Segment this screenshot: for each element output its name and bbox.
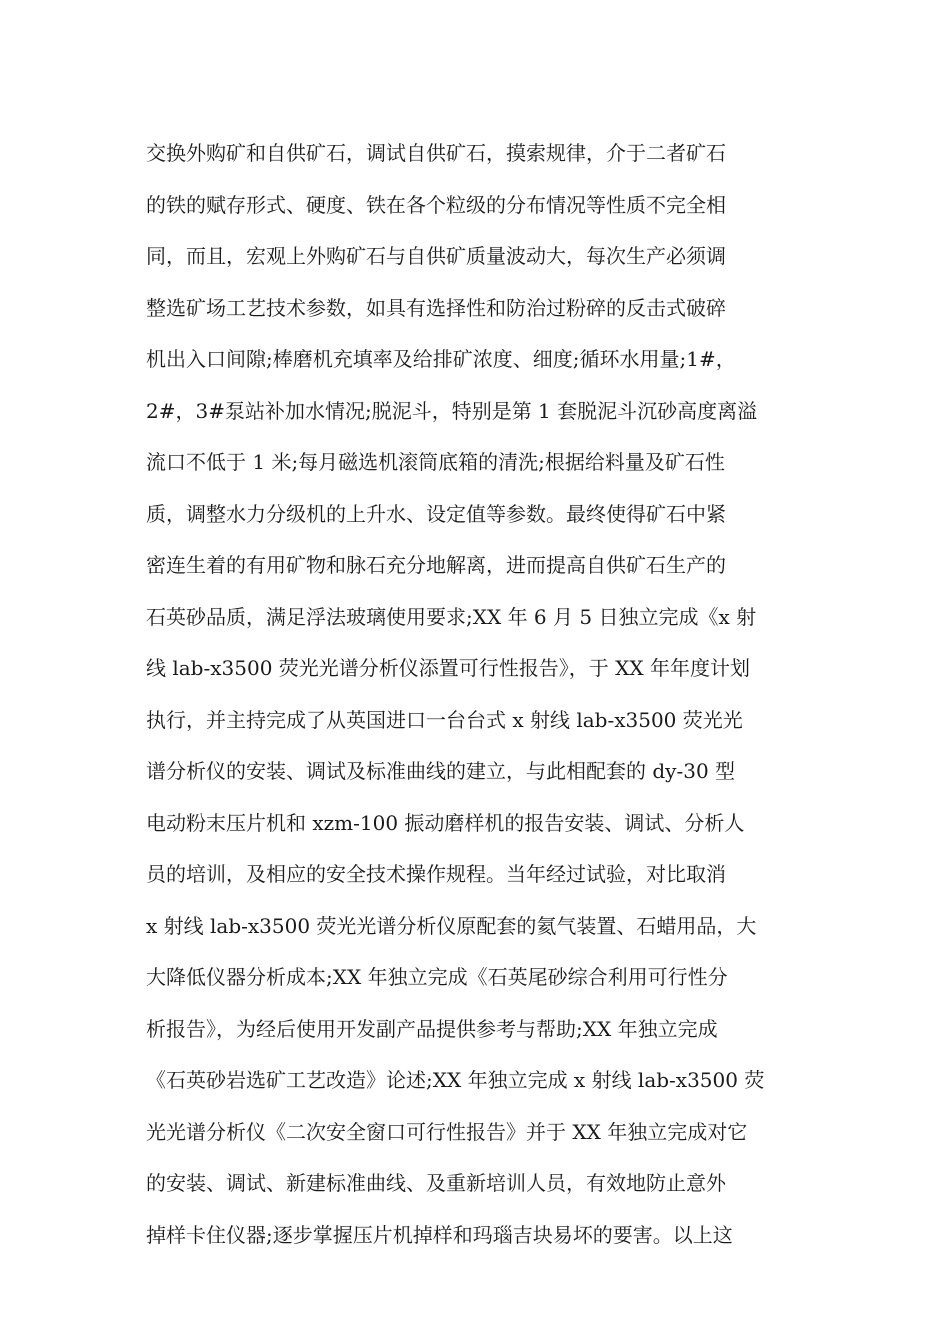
text-line: 整选矿场工艺技术参数，如具有选择性和防治过粉碎的反击式破碎 xyxy=(146,295,726,320)
text-line: 质，调整水力分级机的上升水、设定值等参数。最终使得矿石中紧 xyxy=(146,501,726,526)
text-line: 《石英砂岩选矿工艺改造》论述;XX 年独立完成 x 射线 lab-x3500 荧 xyxy=(146,1068,765,1092)
text-line: 机出入口间隙;棒磨机充填率及给排矿浓度、细度;循环水用量;1#， xyxy=(146,347,736,371)
text-line: 密连生着的有用矿物和脉石充分地解离，进而提高自供矿石生产的 xyxy=(146,553,726,577)
text-line: 线 lab-x3500 荧光光谱分析仪添置可行性报告》，于 XX 年年度计划 xyxy=(146,656,750,680)
text-line: 大降低仪器分析成本;XX 年独立完成《石英尾砂综合利用可行性分 xyxy=(146,965,728,989)
text-line: 电动粉末压片机和 xzm-100 振动磨样机的报告安装、调试、分析人 xyxy=(146,810,745,835)
text-line: 流口不低于 1 米;每月磁选机滚筒底箱的清洗;根据给料量及矿石性 xyxy=(146,450,725,474)
text-line: 的安装、调试、新建标准曲线、及重新培训人员，有效地防止意外 xyxy=(146,1171,726,1195)
body-paragraph xyxy=(146,128,816,1261)
text-line: 交换外购矿和自供矿石，调试自供矿石，摸索规律，介于二者矿石 xyxy=(146,141,726,165)
text-line: x 射线 lab-x3500 荧光光谱分析仪原配套的氦气装置、石蜡用品，大 xyxy=(146,913,757,938)
text-line: 石英砂品质，满足浮法玻璃使用要求;XX 年 6 月 5 日独立完成《x 射 xyxy=(146,604,757,629)
text-line: 析报告》，为经后使用开发副产品提供参考与帮助;XX 年独立完成 xyxy=(146,1016,718,1041)
text-line: 光光谱分析仪《二次安全窗口可行性报告》并于 XX 年独立完成对它 xyxy=(146,1119,748,1144)
text-line: 执行，并主持完成了从英国进口一台台式 x 射线 lab-x3500 荧光光 xyxy=(146,707,743,732)
text-line: 掉样卡住仪器;逐步掌握压片机掉样和玛瑙吉块易坏的要害。以上这 xyxy=(146,1222,733,1247)
text-line: 员的培训，及相应的安全技术操作规程。当年经过试验，对比取消 xyxy=(146,862,726,886)
text-line: 2#，3#泵站补加水情况;脱泥斗，特别是第 1 套脱泥斗沉砂高度离溢 xyxy=(146,398,758,423)
text-line: 谱分析仪的安装、调试及标准曲线的建立，与此相配套的 dy-30 型 xyxy=(146,759,736,783)
text-line: 的铁的赋存形式、硬度、铁在各个粒级的分布情况等性质不完全相 xyxy=(146,192,726,217)
text-line: 同，而且，宏观上外购矿石与自供矿质量波动大，每次生产必须调 xyxy=(146,244,726,268)
